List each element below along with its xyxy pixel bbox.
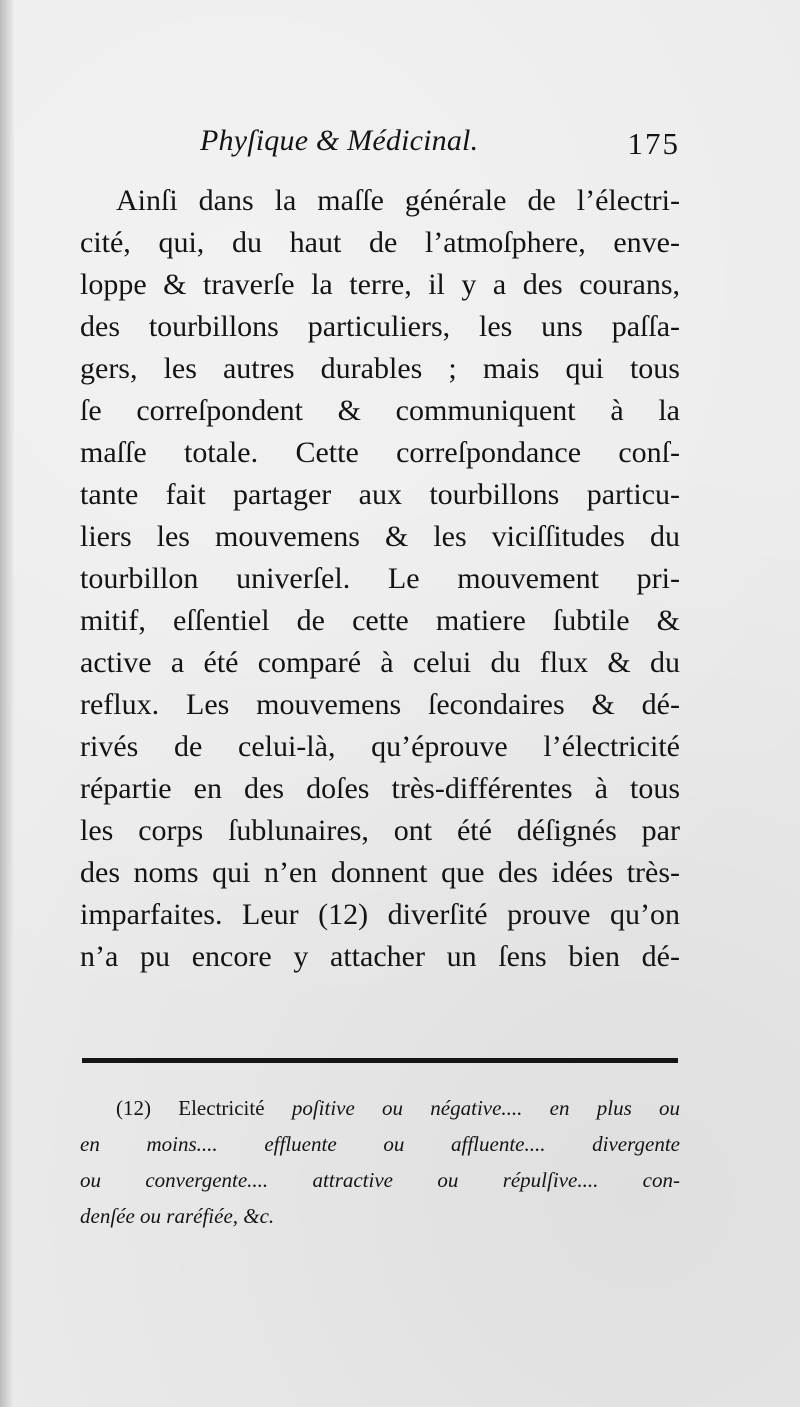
text-line: active a été comparé à celui du flux & du <box>80 646 680 679</box>
text-line: des noms qui n’en donnent que des idées très- <box>80 856 680 889</box>
footnote-line: en moins.... effluente ou affluente.... divergente <box>80 1132 680 1156</box>
footnote-line: denſée ou raréfiée, &c. <box>80 1204 275 1228</box>
footnote-rule <box>82 1058 678 1063</box>
text-line: cité, qui, du haut de l’atmoſphere, enve- <box>80 226 680 259</box>
footnote-ref: (12) <box>116 1096 151 1120</box>
text-line: rivés de celui-là, qu’éprouve l’électricité <box>80 730 680 763</box>
footnote-line: ou convergente.... attractive ou répulſive.... con- <box>80 1168 680 1192</box>
text-line: imparfaites. Leur (12) diverſité prouve qu’on <box>80 898 680 931</box>
page-number: 175 <box>627 126 680 161</box>
text-line: loppe & traverſe la terre, il y a des courans, <box>80 268 680 301</box>
body-text <box>80 180 680 978</box>
footnote-line <box>80 1090 680 1126</box>
text-line: n’a pu encore y attacher un ſens bien dé- <box>80 940 680 973</box>
running-head <box>200 120 680 170</box>
text-line: ſe correſpondent & communiquent à la <box>80 394 680 427</box>
text-line: maſſe totale. Cette correſpondance conſ- <box>80 436 680 469</box>
text-line: les corps ſublunaires, ont été déſignés par <box>80 814 680 847</box>
text-line: Ainſi dans la maſſe générale de l’électri- <box>116 184 680 217</box>
text-line: des tourbillons particuliers, les uns paſſa- <box>80 310 680 343</box>
text-line: reflux. Les mouvemens ſecondaires & dé- <box>80 688 680 721</box>
footnote-text: poſitive ou négative.... en plus ou <box>291 1096 681 1120</box>
text-line: répartie en des doſes très-différentes à tous <box>80 772 680 805</box>
text-line: tante fait partager aux tourbillons particu- <box>80 478 680 511</box>
running-head-title: Phyſique & Médicinal. <box>200 124 479 157</box>
text-line: tourbillon univerſel. Le mouvement pri- <box>80 562 680 595</box>
footnote-lead: Electricité <box>178 1096 265 1120</box>
text-line: gers, les autres durables ; mais qui tous <box>80 352 680 385</box>
text-line: liers les mouvemens & les viciſſitudes du <box>80 520 680 553</box>
footnote <box>80 1090 680 1234</box>
page-gutter-shadow <box>0 0 14 1407</box>
text-line: mitif, eſſentiel de cette matiere ſubtile & <box>80 604 680 637</box>
